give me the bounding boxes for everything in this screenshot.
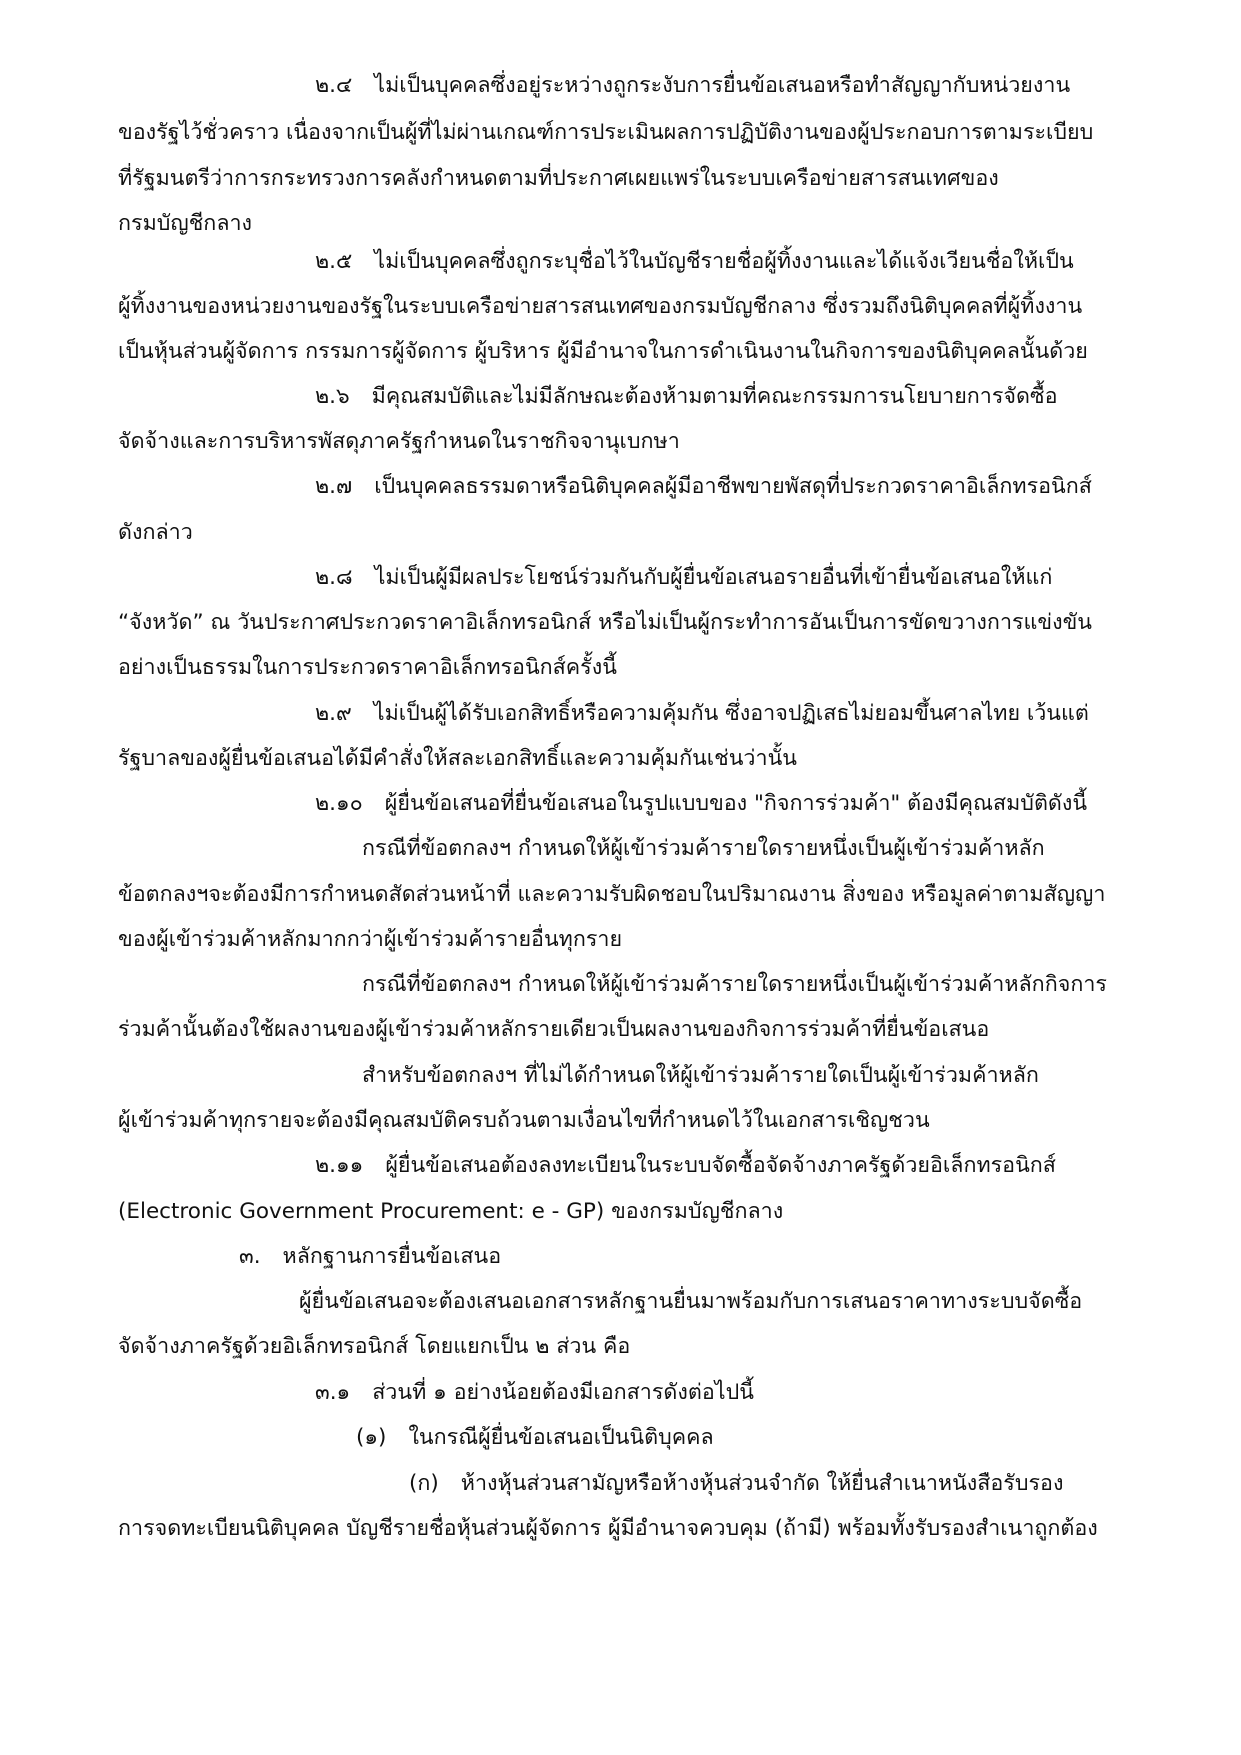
line-text: ผู้ทิ้งงานของหน่วยงานของรัฐในระบบเครือข่ายสารสนเทศของกรมบัญชีกลาง ซึ่งรวมถึงนิติบุคคลที่ผู้ทิ้งงาน (118, 294, 1083, 319)
text-line (315, 1148, 1056, 1184)
text-line (299, 1284, 1082, 1320)
line-text: จัดจ้างและการบริหารพัสดุภาครัฐกำหนดในราชกิจจานุเบกษา (118, 429, 680, 454)
line-text: ไม่เป็นบุคคลซึ่งอยู่ระหว่างถูกระงับการยื่นข้อเสนอหรือทำสัญญากับหน่วยงาน (374, 73, 1071, 98)
text-line (409, 1466, 1063, 1502)
clause-number: ๒.๘ (315, 565, 353, 590)
text-line (118, 877, 1105, 913)
text-line (239, 1239, 501, 1275)
line-text: ดังกล่าว (118, 520, 193, 545)
line-text: ในกรณีผู้ยื่นข้อเสนอเป็นนิติบุคคล (408, 1425, 714, 1450)
line-text: การจดทะเบียนนิติบุคคล บัญชีรายชื่อหุ้นส่วนผู้จัดการ ผู้มีอำนาจควบคุม (ถ้ามี) พร้อมทั้งรับรองสำเนาถูกต้อง (118, 1516, 1098, 1541)
text-line (118, 1511, 1098, 1547)
clause-number: (๑) (356, 1425, 387, 1450)
text-line (118, 289, 1082, 325)
line-text: หลักฐานการยื่นข้อเสนอ (282, 1244, 502, 1269)
clause-number: ๒.๙ (315, 701, 352, 726)
line-text: สำหรับข้อตกลงฯ ที่ไม่ได้กำหนดให้ผู้เข้าร่วมค้ารายใดเป็นผู้เข้าร่วมค้าหลัก (362, 1063, 1039, 1088)
line-text: “จังหวัด” ณ วันประกาศประกวดราคาอิเล็กทรอนิกส์ หรือไม่เป็นผู้กระทำการอันเป็นการขัดขวางการแข่งขัน (118, 610, 1093, 635)
text-line (118, 206, 252, 242)
text-line (118, 334, 1088, 370)
line-text: ไม่เป็นผู้มีผลประโยชน์ร่วมกันกับผู้ยื่นข้อเสนอรายอื่นที่เข้ายื่นข้อเสนอให้แก่ (374, 565, 1053, 590)
text-line (118, 605, 1092, 641)
text-line (118, 650, 617, 686)
line-text: ของผู้เข้าร่วมค้าหลักมากกว่าผู้เข้าร่วมค้ารายอื่นทุกราย (118, 927, 623, 952)
line-text: ผู้เข้าร่วมค้าทุกรายจะต้องมีคุณสมบัติครบถ้วนตามเงื่อนไขที่กำหนดไว้ในเอกสารเชิญชวน (118, 1108, 930, 1133)
line-text: จัดจ้างภาครัฐด้วยอิเล็กทรอนิกส์ โดยแยกเป็น ๒ ส่วน คือ (118, 1334, 631, 1359)
text-line (118, 515, 193, 551)
line-text: กรมบัญชีกลาง (118, 211, 253, 236)
clause-number: ๒.๗ (315, 474, 353, 499)
text-line (362, 1058, 1039, 1094)
text-line (315, 786, 1087, 822)
text-line (118, 115, 1093, 151)
text-line (315, 244, 1074, 280)
line-text: ห้างหุ้นส่วนสามัญหรือห้างหุ้นส่วนจำกัด ให้ยื่นสำเนาหนังสือรับรอง (460, 1471, 1064, 1496)
text-line (315, 1375, 754, 1411)
text-line (315, 469, 1092, 505)
line-text: ผู้ยื่นข้อเสนอที่ยื่นข้อเสนอในรูปแบบของ "กิจการร่วมค้า" ต้องมีคุณสมบัติดังนี้ (384, 791, 1088, 816)
text-line (356, 1420, 714, 1456)
line-text: (Electronic Government Procurement: e - GP) ของกรมบัญชีกลาง (118, 1199, 784, 1224)
clause-number: ๓.๑ (315, 1380, 351, 1405)
clause-number: (ก) (409, 1471, 439, 1496)
text-line (118, 1103, 930, 1139)
line-text: ของรัฐไว้ชั่วคราว เนื่องจากเป็นผู้ที่ไม่ผ่านเกณฑ์การประเมินผลการปฏิบัติงานของผู้ประกอบการตามระเบียบ (118, 120, 1094, 145)
line-text: ร่วมค้านั้นต้องใช้ผลงานของผู้เข้าร่วมค้าหลักรายเดียวเป็นผลงานของกิจการร่วมค้าที่ยื่นข้อเสนอ (118, 1017, 990, 1042)
text-line (362, 967, 1107, 1003)
text-line (315, 560, 1052, 596)
line-text: เป็นบุคคลธรรมดาหรือนิติบุคคลผู้มีอาชีพขายพัสดุที่ประกวดราคาอิเล็กทรอนิกส์ (374, 474, 1092, 499)
line-text: ไม่เป็นผู้ได้รับเอกสิทธิ์หรือความคุ้มกัน ซึ่งอาจปฏิเสธไม่ยอมขึ้นศาลไทย เว้นแต่ (373, 701, 1089, 726)
clause-number: ๓. (239, 1244, 261, 1269)
line-text: รัฐบาลของผู้ยื่นข้อเสนอได้มีคำสั่งให้สละเอกสิทธิ์และความคุ้มกันเช่นว่านั้น (118, 746, 797, 771)
clause-number: ๒.๖ (315, 384, 350, 409)
line-text: ผู้ยื่นข้อเสนอต้องลงทะเบียนในระบบจัดซื้อจัดจ้างภาครัฐด้วยอิเล็กทรอนิกส์ (385, 1153, 1056, 1178)
text-line (118, 741, 797, 777)
text-line (315, 68, 1070, 104)
line-text: อย่างเป็นธรรมในการประกวดราคาอิเล็กทรอนิกส์ครั้งนี้ (118, 655, 617, 680)
text-line (362, 831, 1045, 867)
line-text: ไม่เป็นบุคคลซึ่งถูกระบุชื่อไว้ในบัญชีรายชื่อผู้ทิ้งงานและได้แจ้งเวียนชื่อให้เป็น (374, 249, 1074, 274)
line-text: ผู้ยื่นข้อเสนอจะต้องเสนอเอกสารหลักฐานยื่นมาพร้อมกับการเสนอราคาทางระบบจัดซื้อ (299, 1289, 1083, 1314)
line-text: กรณีที่ข้อตกลงฯ กำหนดให้ผู้เข้าร่วมค้ารายใดรายหนึ่งเป็นผู้เข้าร่วมค้าหลักกิจการ (362, 972, 1107, 997)
line-text: กรณีที่ข้อตกลงฯ กำหนดให้ผู้เข้าร่วมค้ารายใดรายหนึ่งเป็นผู้เข้าร่วมค้าหลัก (362, 836, 1045, 861)
line-text: ข้อตกลงฯจะต้องมีการกำหนดสัดส่วนหน้าที่ และความรับผิดชอบในปริมาณงาน สิ่งของ หรือมูลค่าตามสัญญา (118, 882, 1106, 907)
line-text: เป็นหุ้นส่วนผู้จัดการ กรรมการผู้จัดการ ผู้บริหาร ผู้มีอำนาจในการดำเนินงานในกิจการของนิติบุคคลนั้นด้วย (118, 339, 1088, 364)
line-text: ที่รัฐมนตรีว่าการกระทรวงการคลังกำหนดตามที่ประกาศเผยแพร่ในระบบเครือข่ายสารสนเทศของ (118, 166, 999, 191)
line-text: มีคุณสมบัติและไม่มีลักษณะต้องห้ามตามที่คณะกรรมการนโยบายการจัดซื้อ (371, 384, 1058, 409)
text-line (118, 1194, 783, 1230)
clause-number: ๒.๕ (315, 249, 353, 274)
clause-number: ๒.๑๐ (315, 791, 363, 816)
text-line (118, 161, 999, 197)
clause-number: ๒.๔ (315, 73, 353, 98)
text-line (118, 1012, 989, 1048)
text-line (118, 922, 622, 958)
clause-number: ๒.๑๑ (315, 1153, 364, 1178)
text-line (118, 1329, 630, 1365)
text-line (315, 696, 1089, 732)
text-line (315, 379, 1058, 415)
text-line (118, 424, 680, 460)
line-text: ส่วนที่ ๑ อย่างน้อยต้องมีเอกสารดังต่อไปนี้ (372, 1380, 754, 1405)
